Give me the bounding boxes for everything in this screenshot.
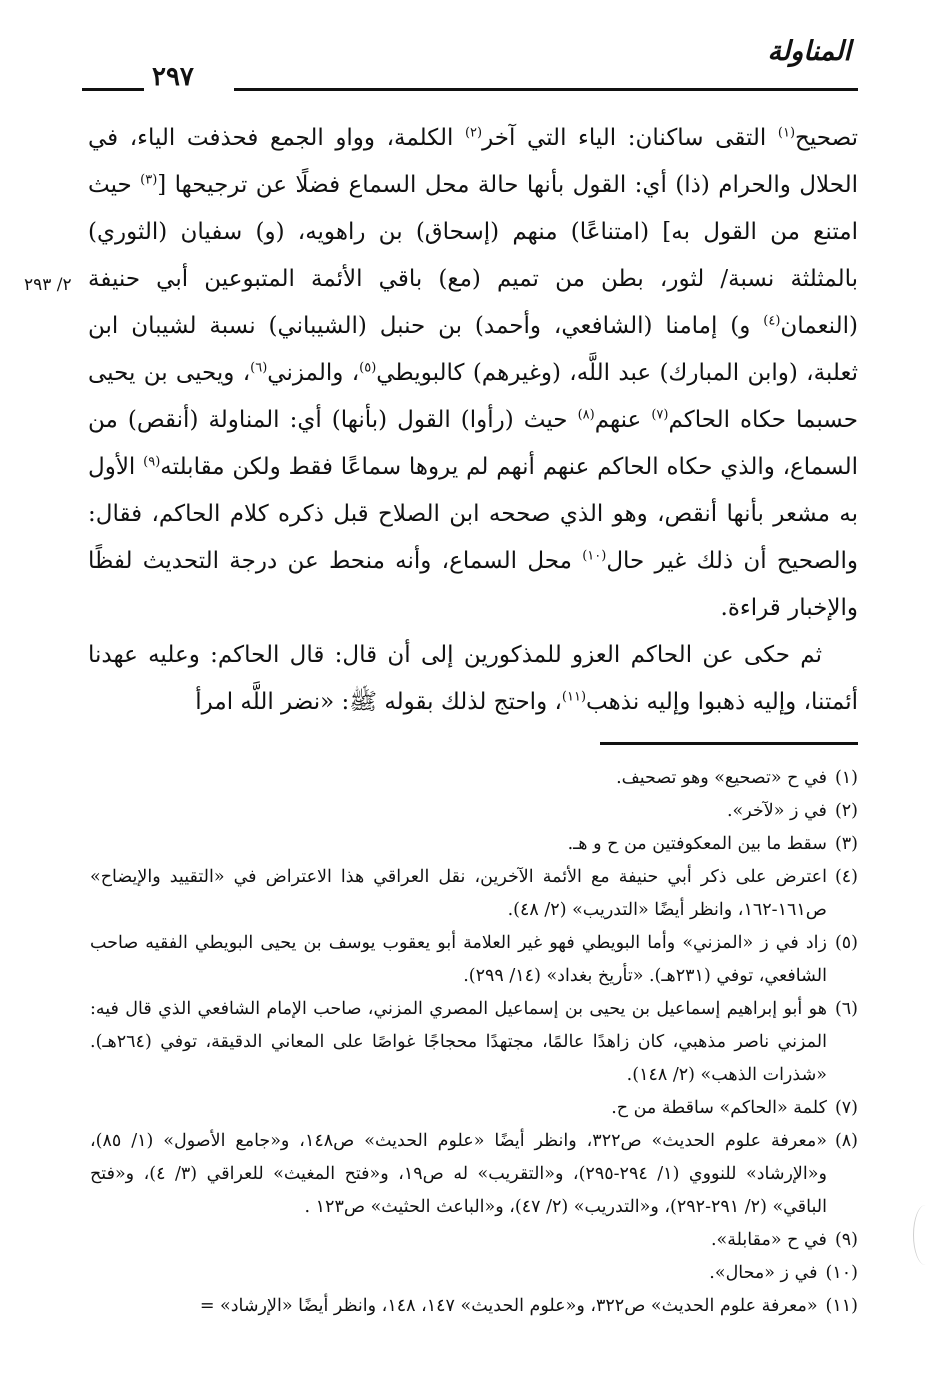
footnote-number: (٦) <box>834 999 858 1019</box>
footnote-text: «معرفة علوم الحديث» ص٣٢٢، وانظر أيضًا «علوم الحديث» ص١٤٨، و«جامع الأصول» (١/ ٨٥)، و«الإرشاد» للنووي (١/ ٢٩٤-٢٩٥)، و«التقريب» له ص١٩، و«فتح المغيث» للعراقي (٣/ ٤)، و«فتح الباقي» (٢/ ٢٩١-٢٩٢)، و«التدريب» (٢/ ٤٧)، و«الباعث الحثيث» ص١٢٣ . <box>90 1131 827 1217</box>
page-number: ٢٩٧ <box>152 62 194 92</box>
text-run: حيث امتنع من القول به] (امتناعًا) منهم (إسحاق) بن راهويه، (و) سفيان (الثوري) بالمثلثة نسبة/ لثور، بطن من تميم (مع) باقي الأئمة المتبوعين أبي حنيفة (النعمان <box>88 172 858 339</box>
footnote-number: (٩) <box>834 1230 858 1250</box>
running-title: المناولة <box>767 36 851 67</box>
footnote-marker: (٥) <box>359 360 377 376</box>
footnote <box>90 762 858 795</box>
footnote-marker: (٨) <box>577 407 595 423</box>
footnote-number: (٢) <box>834 801 858 821</box>
footnote <box>90 1290 858 1323</box>
text-run: عنهم <box>594 407 652 433</box>
paragraph <box>88 115 858 632</box>
text-run: ، ويحيى بن يحيى حسبما حكاه الحاكم <box>88 360 858 433</box>
footnote <box>90 861 858 927</box>
footnote <box>90 828 858 861</box>
footnote-number: (١١) <box>825 1296 858 1316</box>
margin-page-reference: ٢/ ٢٩٣ <box>24 275 72 295</box>
footnote-text: في ز «محال». <box>709 1263 818 1283</box>
footnote <box>90 1224 858 1257</box>
footnote-text: «معرفة علوم الحديث» ص٣٢٢، و«علوم الحديث» ١٤٧، ١٤٨، وانظر أيضًا «الإرشاد» = <box>199 1296 818 1316</box>
footnote-marker: (٢) <box>464 125 483 141</box>
footnote-number: (٧) <box>834 1098 858 1118</box>
footnote <box>90 1257 858 1290</box>
text-run: التقى ساكنان: الياء التي آخر <box>482 125 778 151</box>
text-run: ، واحتج لذلك بقوله ﷺ: «نضر اللَّه امرأ <box>195 689 562 715</box>
footnote-number: (٥) <box>834 933 858 953</box>
text-run: حيث (رأوا) القول (بأنها) أي: المناولة (أنقص) من السماع، والذي حكاه الحاكم عنهم أنهم لم يروها سماعًا فقط ولكن مقابلته <box>88 407 859 480</box>
footnote-text: اعترض على ذكر أبي حنيفة مع الأئمة الآخرين، نقل العراقي هذا الاعتراض في «التقييد والإيضاح» ص١٦١-١٦٢، وانظر أيضًا «التدريب» (٢/ ٤٨). <box>90 867 827 920</box>
footnote <box>90 993 858 1092</box>
footnote <box>90 927 858 993</box>
footnote-marker: (٩) <box>143 454 161 470</box>
footnote-text: زاد في ز «المزني» وأما البويطي فهو غير العلامة أبو يعقوب يوسف بن يحيى البويطي الفقيه صاحب الشافعي، توفي (٢٣١هـ). «تأريخ بغداد» (١٤/ ٢٩٩). <box>90 933 827 986</box>
header-rule <box>234 88 858 91</box>
footnote-number: (١٠) <box>825 1263 858 1283</box>
footnote-number: (٤) <box>834 867 858 887</box>
footnote-number: (٣) <box>834 834 858 854</box>
text-run: محل السماع، وأنه منحط عن درجة التحديث لفظًا والإخبار قراءة. <box>88 548 858 621</box>
footnote-text: سقط ما بين المعكوفتين من ح و هـ. <box>567 834 827 854</box>
footnote-marker: (١) <box>777 125 796 141</box>
footnote-marker: (٧) <box>651 407 669 423</box>
footnote-text: في ح «تصحيع» وهو تصحيف. <box>616 768 827 788</box>
paragraph <box>88 632 858 726</box>
footnote-marker: (١١) <box>561 689 587 705</box>
footnote-separator <box>600 742 858 745</box>
scan-edge-mark <box>913 1205 938 1265</box>
footnote-text: في ح «مقابلة». <box>710 1230 827 1250</box>
text-run: ، والمزني <box>267 360 360 386</box>
footnote-marker: (٦) <box>250 360 268 376</box>
text-run: و) إمامنا (الشافعي، وأحمد) بن حنبل (الشيباني) نسبة لشيبان ابن ثعلبة، (وابن المبارك) عبد اللَّه، (وغيرهم) كالبويطي <box>88 313 858 386</box>
footnote-marker: (٤) <box>763 313 781 329</box>
footnotes <box>90 762 858 1323</box>
footnote <box>90 795 858 828</box>
text-run: الأول به مشعر بأنها أنقص، وهو الذي صححه ابن الصلاح قبل ذكره كلام الحاكم، فقال: والصحيح أن ذلك غير حال <box>88 454 858 574</box>
footnote <box>90 1125 858 1224</box>
text-run: تصحيح <box>795 125 858 151</box>
footnote-text: هو أبو إبراهيم إسماعيل بن يحيى بن إسماعيل المصري المزني، صاحب الإمام الشافعي الذي قال فيه: المزني ناصر مذهبي، كان زاهدًا عالمًا، مجتهدًا محجاجًا غواصًا على المعاني الدقيقة، توفي (٢٦٤هـ). «شذرات الذهب» (٢/ ١٤٨). <box>90 999 827 1085</box>
footnote-number: (٨) <box>834 1131 858 1151</box>
footnote-marker: (٣) <box>140 172 158 188</box>
text-run: ثم حكى عن الحاكم العزو للمذكورين إلى أن قال: قال الحاكم: وعليه عهدنا أئمتنا، وإليه ذهبوا وإليه نذهب <box>88 642 858 715</box>
footnote-text: في ز «لآخر». <box>726 801 827 821</box>
text-run: الكلمة، وواو الجمع فحذفت الياء، في الحلال والحرام (ذا) أي: القول بأنها حالة محل السماع فضلًا عن ترجيحها [ <box>88 125 858 198</box>
footnote-marker: (١٠) <box>582 548 607 564</box>
footnote <box>90 1092 858 1125</box>
footnote-number: (١) <box>834 768 858 788</box>
header-rule <box>82 88 144 91</box>
footnote-text: كلمة «الحاكم» ساقطة من ح. <box>611 1098 827 1118</box>
main-text <box>88 115 858 726</box>
